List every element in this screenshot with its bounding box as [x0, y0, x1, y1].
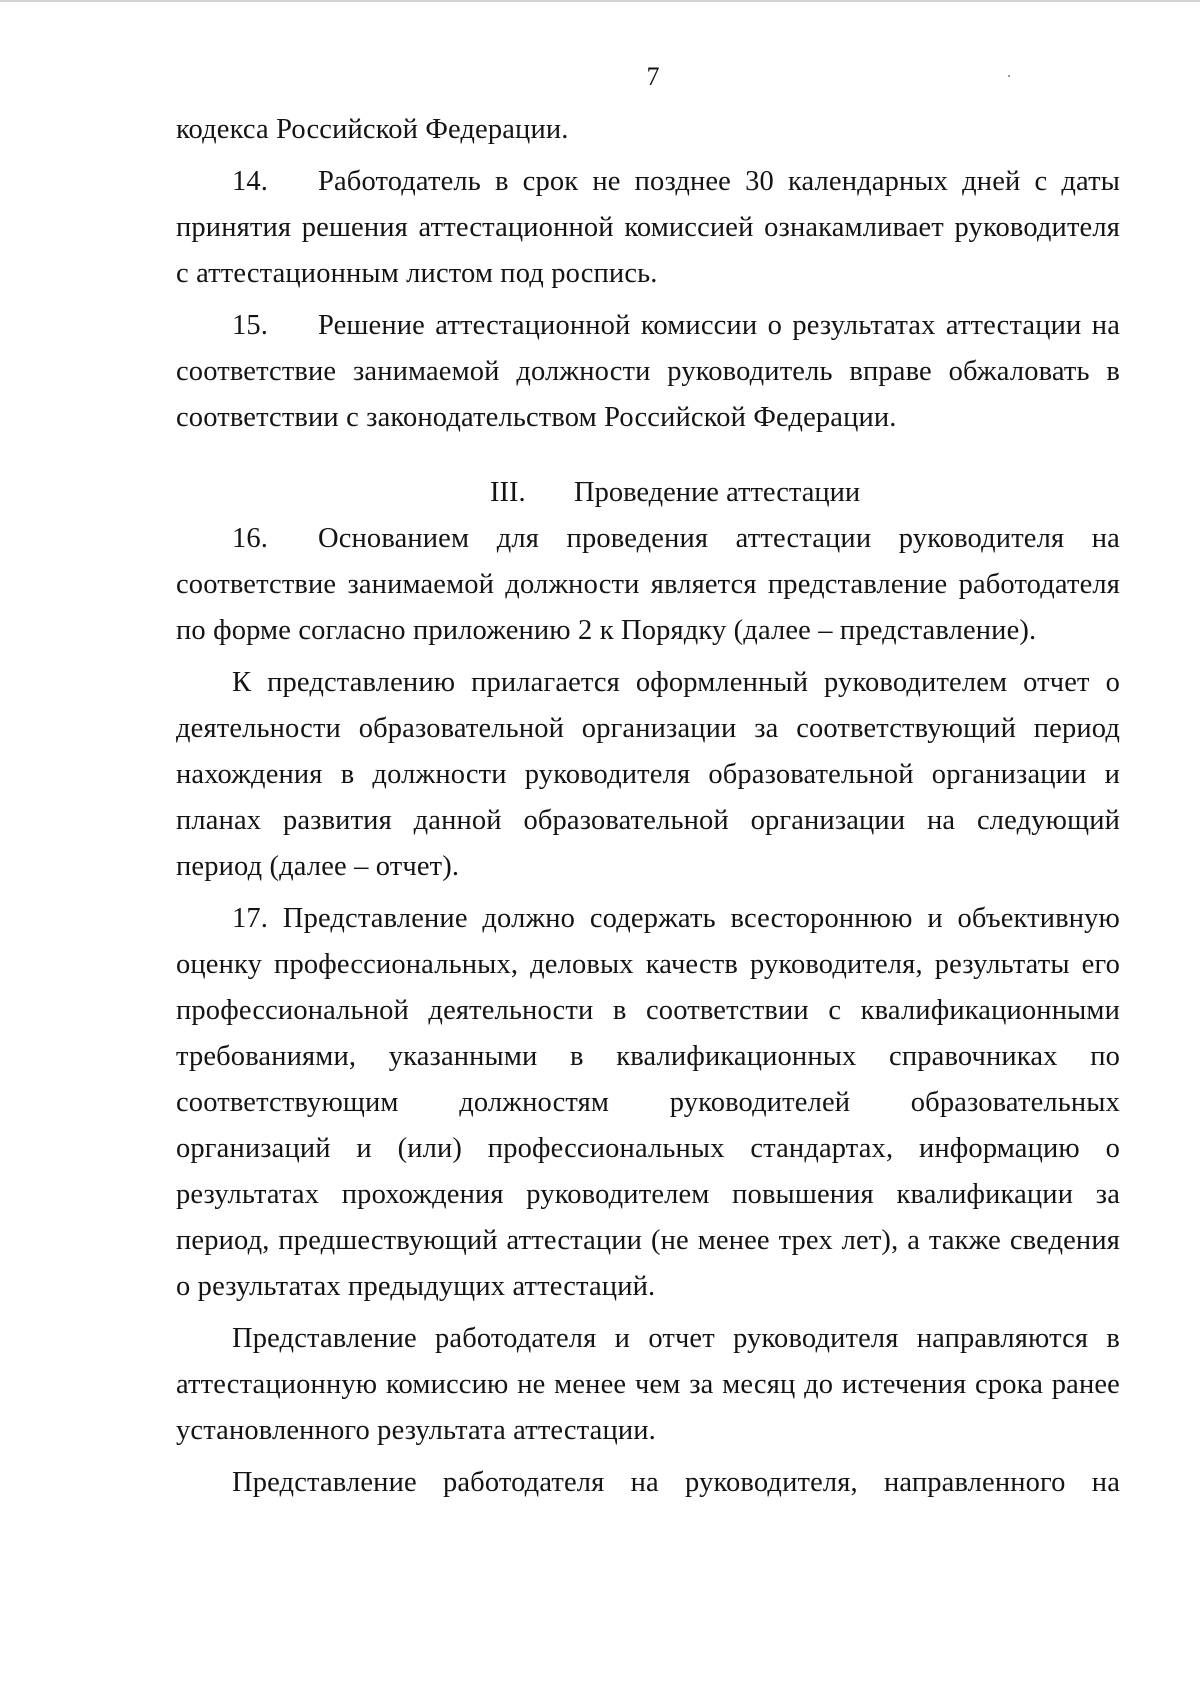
paragraph-text: Решение аттестационной комиссии о результатах аттестации на соответствие занимаемой должности руководитель вправе обжаловать в соответствии с законодательством Российской Федерации. [176, 310, 1120, 433]
paragraph-15 [176, 303, 1120, 441]
scan-artifact-dot [1008, 75, 1010, 77]
page-number: 7 [646, 62, 660, 91]
section-title: Проведение аттестации [574, 477, 861, 508]
paragraph-17-cut: Представление работодателя на руководителя, направленного на [232, 1467, 1120, 1498]
paragraph-number: 14. [232, 166, 269, 197]
paragraph-17: 17. Представление должно содержать всестороннюю и объективную оценку профессиональных, деловых качеств руководителя, результаты его профессиональной деятельности в соответствии с квалификационными требованиями, указанными в квалификационных справочниках по соответствующим должностям руководителей образовательных организаций и (или) профессиональных стандартах, информацию о результатах прохождения руководителем повышения квалификации за период, предшествующий аттестации (не менее трех лет), а также сведения о результатах предыдущих аттестаций. [176, 903, 1120, 1302]
paragraph-text: Основанием для проведения аттестации руководителя на соответствие занимаемой должности является представление работодателя по форме согласно приложению 2 к Порядку (далее – представление). [176, 523, 1120, 646]
paragraph-text: Работодатель в срок не позднее 30 календарных дней с даты принятия решения аттестационной комиссией ознакамливает руководителя с аттестационным листом под роспись. [176, 166, 1120, 289]
paragraph-number: 16. [232, 523, 269, 554]
paragraph-16 [176, 516, 1120, 654]
scan-top-border [0, 0, 1200, 2]
paragraph-16-report: К представлению прилагается оформленный руководителем отчет о деятельности образовательной организации за соответствующий период нахождения в должности руководителя образовательной организации и планах развития данной образовательной организации на следующий период (далее – отчет). [176, 667, 1120, 882]
paragraph-14 [176, 159, 1120, 297]
section-heading [490, 470, 860, 516]
text-block-lower [176, 516, 1120, 1506]
text-block-upper [176, 107, 1120, 441]
paragraph-continuation: кодекса Российской Федерации. [176, 114, 569, 145]
section-numeral: III. [490, 477, 526, 508]
paragraph-number: 15. [232, 310, 269, 341]
paragraph-17-submission: Представление работодателя и отчет руководителя направляются в аттестационную комиссию не менее чем за месяц до истечения срока ранее установленного результата аттестации. [176, 1323, 1120, 1446]
